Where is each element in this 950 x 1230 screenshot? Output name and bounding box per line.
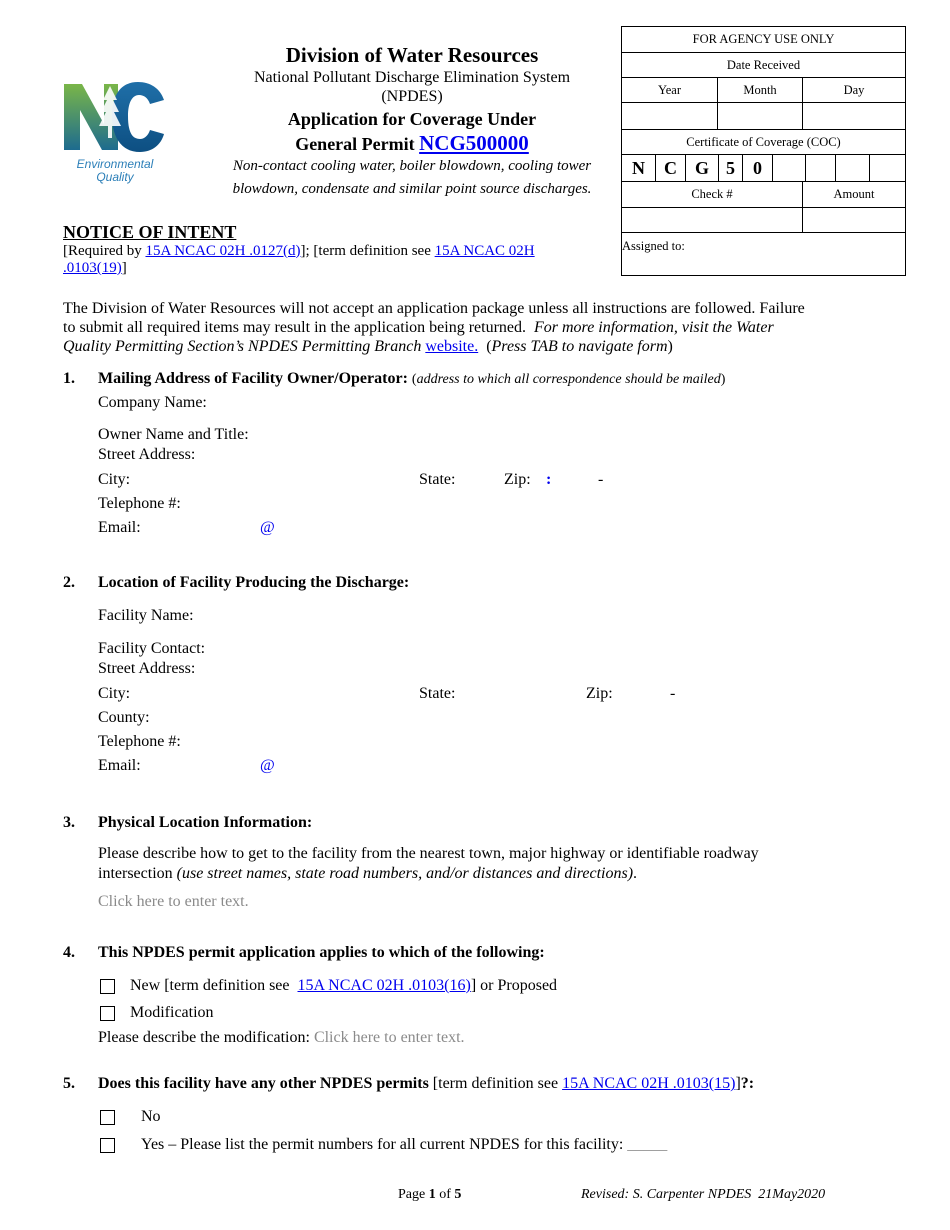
intro-paragraph xyxy=(63,299,863,356)
section5-term-prefix: [term definition see xyxy=(432,1075,559,1092)
amount-field[interactable] xyxy=(803,208,905,232)
term-link-0103-16[interactable]: 15A NCAC 02H .0103(16) xyxy=(297,977,471,994)
coc-row xyxy=(622,155,905,182)
coc-char-9[interactable] xyxy=(870,155,905,181)
month-field[interactable] xyxy=(718,103,803,129)
coc-char-6[interactable] xyxy=(773,155,806,181)
email-at-sign[interactable]: @ xyxy=(260,519,275,536)
coc-char-4: 5 xyxy=(719,155,743,181)
logo-caption xyxy=(60,158,170,184)
intro-line3-italic: Quality Permitting Section’s NPDES Permitting Branch xyxy=(63,338,422,355)
npdes-line2: (NPDES) xyxy=(381,88,443,105)
req-mid: ]; [term definition see xyxy=(300,243,435,259)
coc-label: Certificate of Coverage (COC) xyxy=(622,130,905,155)
req-end: ] xyxy=(121,260,127,276)
section1-note-open: ( xyxy=(411,372,417,387)
coc-char-1: N xyxy=(622,155,656,181)
press-tab-close: ) xyxy=(667,338,673,355)
press-tab-note: Press TAB to navigate form xyxy=(491,338,668,355)
page-number: 1 xyxy=(428,1187,436,1202)
facility-email-at-sign[interactable]: @ xyxy=(260,757,275,774)
section5-heading xyxy=(98,1075,754,1093)
press-tab-open: ( xyxy=(486,338,492,355)
page-of: of xyxy=(439,1187,451,1202)
description-line2: blowdown, condensate and similar point source discharges. xyxy=(232,181,592,197)
directions-text-field[interactable]: Click here to enter text. xyxy=(98,893,249,910)
check-label: Check # xyxy=(622,182,803,207)
notice-of-intent-title: NOTICE OF INTENT xyxy=(63,222,237,242)
section1-title: Mailing Address of Facility Owner/Operator: xyxy=(98,370,408,387)
section5-qmark: ?: xyxy=(740,1075,755,1092)
facility-name-label: Facility Name: xyxy=(98,607,194,624)
date-received-label: Date Received xyxy=(622,53,905,78)
website-link[interactable]: website. xyxy=(425,338,479,355)
assigned-to-label: Assigned to: xyxy=(622,239,685,253)
coc-char-3: G xyxy=(686,155,719,181)
agency-title: FOR AGENCY USE ONLY xyxy=(622,27,905,53)
modification-text-field[interactable]: Click here to enter text. xyxy=(313,1029,465,1046)
application-line1: Application for Coverage Under xyxy=(287,109,537,129)
section5-term-suffix: ] xyxy=(735,1075,741,1092)
section2-number: 2. xyxy=(63,574,75,591)
year-field[interactable] xyxy=(622,103,718,129)
intro-line3 xyxy=(63,337,863,356)
intro-line2 xyxy=(63,318,863,337)
facility-zip-label: Zip: xyxy=(586,685,613,702)
logo-caption-line2: Quality xyxy=(96,170,134,184)
division-title: Division of Water Resources xyxy=(285,43,539,67)
application-line2 xyxy=(222,131,602,156)
facility-street-label: Street Address: xyxy=(98,660,196,677)
intro-line1: The Division of Water Resources will not accept an application package unless all instructions are followed. Failure xyxy=(63,300,805,317)
yes-option-label xyxy=(141,1136,667,1154)
facility-email-label: Email: xyxy=(98,757,141,774)
amount-label: Amount xyxy=(833,187,875,201)
date-entry-row xyxy=(622,103,905,130)
month-label: Month xyxy=(718,78,803,102)
revision-note: Revised: S. Carpenter NPDES 21May2020 xyxy=(581,1187,826,1202)
check-amount-header xyxy=(622,182,905,208)
npdes-line1: National Pollutant Discharge Elimination System xyxy=(253,69,571,86)
section3-title: Physical Location Information: xyxy=(98,814,313,831)
general-permit-label: General Permit xyxy=(295,134,420,154)
section1-number: 1. xyxy=(63,370,75,387)
owner-name-label: Owner Name and Title: xyxy=(98,426,249,443)
term-link-0103-15[interactable]: 15A NCAC 02H .0103(15) xyxy=(562,1075,736,1092)
permit-number-link[interactable]: NCG500000 xyxy=(419,131,529,155)
section3-number: 3. xyxy=(63,814,75,831)
facility-telephone-label: Telephone #: xyxy=(98,733,181,750)
facility-state-label: State: xyxy=(419,685,456,702)
section3-line2-plain: intersection xyxy=(98,865,173,882)
section3-line2 xyxy=(98,864,858,884)
day-label: Day xyxy=(843,83,865,97)
facility-zip-dash: - xyxy=(670,685,676,702)
new-suffix: ] or Proposed xyxy=(470,977,558,994)
facility-contact-label: Facility Contact: xyxy=(98,640,206,657)
modification-label: Modification xyxy=(130,1004,214,1021)
application-title xyxy=(222,107,602,156)
section4-number: 4. xyxy=(63,944,75,961)
req-link-0127d[interactable]: 15A NCAC 02H .0127(d) xyxy=(145,243,301,259)
check-amount-entry xyxy=(622,208,905,233)
page-total: 5 xyxy=(454,1187,462,1202)
new-prefix: New [term definition see xyxy=(130,977,290,994)
req-prefix: [Required by xyxy=(63,243,146,259)
npdes-subtitle xyxy=(222,68,602,106)
description-line1: Non-contact cooling water, boiler blowdown, cooling tower xyxy=(232,158,592,174)
page-prefix: Page xyxy=(398,1187,426,1202)
day-field[interactable] xyxy=(803,103,905,129)
street-address-label: Street Address: xyxy=(98,446,196,463)
section2-title: Location of Facility Producing the Discharge: xyxy=(98,574,410,591)
coc-char-7[interactable] xyxy=(806,155,836,181)
nc-logo-icon xyxy=(60,78,168,158)
facility-city-label: City: xyxy=(98,685,131,702)
section1-note-close: ) xyxy=(720,372,726,387)
company-name-label: Company Name: xyxy=(98,394,207,411)
term-link-0103-19-b[interactable]: .0103(19) xyxy=(63,260,122,276)
state-label: State: xyxy=(419,471,456,488)
permit-numbers-field[interactable]: _____ xyxy=(627,1136,668,1153)
yes-other-permits-checkbox[interactable] xyxy=(100,1138,115,1153)
section5-number: 5. xyxy=(63,1075,75,1092)
year-label: Year xyxy=(622,78,718,102)
no-other-permits-checkbox[interactable] xyxy=(100,1110,115,1125)
intro-line2-italic: For more information, visit the Water xyxy=(534,319,774,336)
zip-separator: : xyxy=(546,471,552,488)
zip-dash: - xyxy=(598,471,604,488)
yes-option-text: Yes – Please list the permit numbers for all current NPDES for this facility: xyxy=(141,1136,624,1153)
county-label: County: xyxy=(98,709,150,726)
coc-char-5: 0 xyxy=(743,155,773,181)
coc-char-2: C xyxy=(656,155,686,181)
city-label: City: xyxy=(98,471,131,488)
agency-use-box xyxy=(621,26,906,276)
modification-describe-label: Please describe the modification: xyxy=(98,1029,310,1046)
date-header-row xyxy=(622,78,905,103)
permit-description xyxy=(222,155,602,201)
coc-char-8[interactable] xyxy=(836,155,870,181)
term-link-0103-19-a[interactable]: 15A NCAC 02H xyxy=(434,243,535,259)
section3-instructions xyxy=(98,844,858,884)
section4-title: This NPDES permit application applies to which of the following: xyxy=(98,944,545,961)
telephone-label: Telephone #: xyxy=(98,495,181,512)
section3-line2-end: . xyxy=(633,865,638,882)
no-option-label: No xyxy=(141,1108,161,1125)
logo-caption-line1: Environmental xyxy=(76,157,154,171)
notice-requirements xyxy=(63,243,583,277)
section3-line2-italic: (use street names, state road numbers, and/or distances and directions) xyxy=(176,865,634,882)
zip-label: Zip: xyxy=(504,471,531,488)
page-indicator xyxy=(398,1187,461,1203)
modification-checkbox[interactable] xyxy=(100,1006,115,1021)
section1-note: address to which all correspondence should be mailed xyxy=(416,372,721,387)
section5-title: Does this facility have any other NPDES permits xyxy=(98,1075,429,1092)
intro-line2-plain: to submit all required items may result in the application being returned. xyxy=(63,319,526,336)
section3-line1: Please describe how to get to the facility from the nearest town, major highway or identifiable roadway xyxy=(98,845,759,862)
check-field[interactable] xyxy=(622,208,803,232)
section1-heading xyxy=(98,370,725,388)
new-option-label xyxy=(130,977,557,995)
modification-describe xyxy=(98,1029,465,1047)
email-label: Email: xyxy=(98,519,141,536)
new-checkbox[interactable] xyxy=(100,979,115,994)
